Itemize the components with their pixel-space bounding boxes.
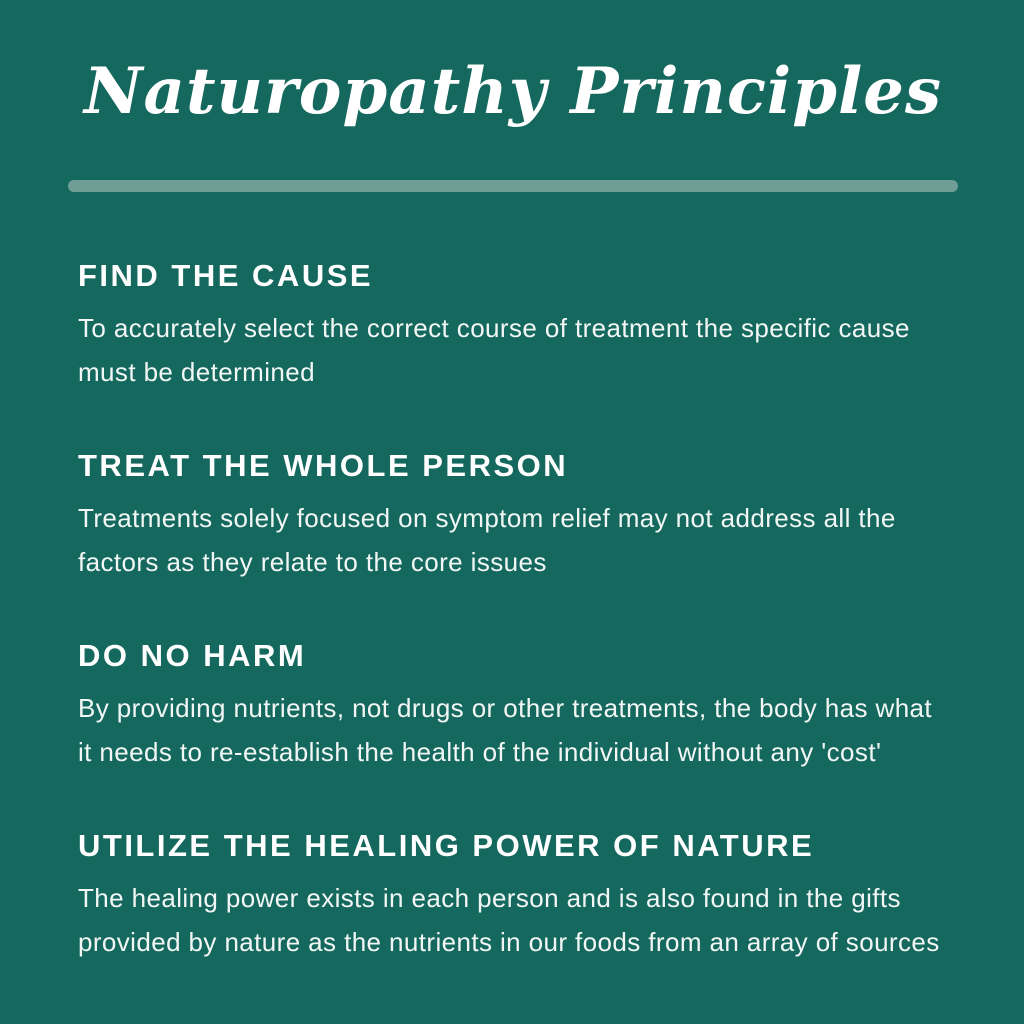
body-line: To accurately select the correct course of treatment the specific cause	[78, 313, 910, 343]
title-divider	[68, 180, 958, 192]
principle-section-find-the-cause	[78, 260, 960, 394]
section-heading: DO NO HARM	[78, 638, 307, 673]
section-heading: FIND THE CAUSE	[78, 258, 374, 293]
body-line: it needs to re-establish the health of the individual without any 'cost'	[78, 737, 882, 767]
body-line: By providing nutrients, not drugs or other treatments, the body has what	[78, 693, 933, 723]
principle-section-utilize-the-healing-power-of-nature	[78, 830, 960, 964]
section-body	[78, 496, 960, 584]
body-line: provided by nature as the nutrients in our foods from an array of sources	[78, 927, 940, 957]
principle-section-do-no-harm	[78, 640, 960, 774]
body-line: factors as they relate to the core issues	[78, 547, 547, 577]
section-heading: TREAT THE WHOLE PERSON	[78, 448, 569, 483]
principle-section-treat-the-whole-person	[78, 450, 960, 584]
section-body	[78, 306, 960, 394]
section-body	[78, 876, 960, 964]
page-title: Naturopathy Principles	[84, 54, 943, 129]
body-line: must be determined	[78, 357, 315, 387]
body-line: The healing power exists in each person and is also found in the gifts	[78, 883, 901, 913]
body-line: Treatments solely focused on symptom relief may not address all the	[78, 503, 896, 533]
section-heading: UTILIZE THE HEALING POWER OF NATURE	[78, 828, 815, 863]
section-body	[78, 686, 960, 774]
